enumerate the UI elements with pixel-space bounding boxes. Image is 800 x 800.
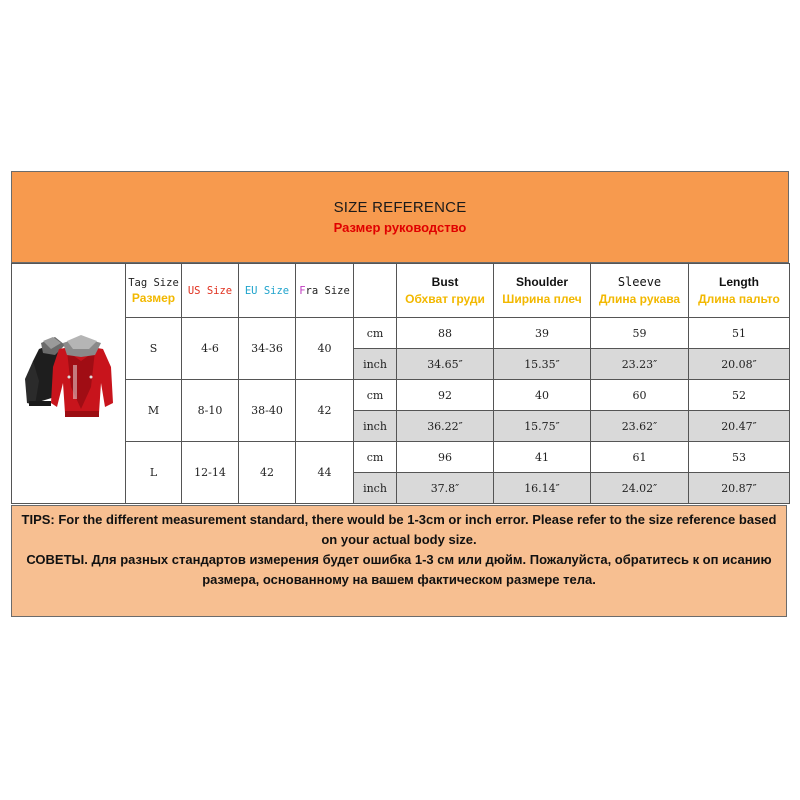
- eu-size-header-text: EU Size: [244, 285, 290, 297]
- fra-size-cell: 44: [296, 442, 354, 504]
- bust-inch: 36.22″: [397, 411, 494, 442]
- fra-size-cell: 42: [296, 380, 354, 442]
- size-reference-header: [11, 171, 789, 263]
- shoulder-inch: 16.14″: [494, 473, 591, 504]
- us-size-cell: 12-14: [182, 442, 239, 504]
- table-row: [12, 380, 790, 411]
- length-header: [689, 264, 790, 318]
- tag-size-cell: M: [126, 380, 182, 442]
- tag-size-cell: S: [126, 318, 182, 380]
- sleeve-header: [591, 264, 689, 318]
- unit-cm: cm: [354, 442, 397, 473]
- length-cm: 52: [689, 380, 790, 411]
- bust-header-ru: Обхват груди: [405, 292, 485, 306]
- us-size-cell: 4-6: [182, 318, 239, 380]
- unit-cm: cm: [354, 318, 397, 349]
- length-inch: 20.08″: [689, 349, 790, 380]
- eu-size-cell: 34-36: [239, 318, 296, 380]
- shoulder-cm: 39: [494, 318, 591, 349]
- length-cm: 51: [689, 318, 790, 349]
- length-header-en: Length: [719, 275, 759, 289]
- us-size-cell: 8-10: [182, 380, 239, 442]
- tips-box: [11, 505, 787, 617]
- tips-text-en: TIPS: For the different measurement standard, there would be 1-3cm or inch error. Please refer to the size reference based on your actual body size.: [21, 512, 777, 547]
- title-ru: Размер руководство: [333, 220, 467, 235]
- sleeve-cm: 59: [591, 318, 689, 349]
- shoulder-inch: 15.35″: [494, 349, 591, 380]
- bust-inch: 37.8″: [397, 473, 494, 504]
- tag-size-cell: L: [126, 442, 182, 504]
- length-inch: 20.47″: [689, 411, 790, 442]
- size-table: [11, 263, 790, 504]
- fra-size-cell: 40: [296, 318, 354, 380]
- length-header-ru: Длина пальто: [698, 292, 780, 306]
- sleeve-header-en: Sleeve: [617, 275, 662, 289]
- shoulder-header-en: Shoulder: [515, 275, 568, 289]
- unit-inch: inch: [354, 411, 397, 442]
- shoulder-header-ru: Ширина плеч: [502, 292, 582, 306]
- tag-size-header-en: Tag Size: [128, 276, 179, 289]
- eu-size-header: [239, 264, 296, 318]
- shoulder-cm: 41: [494, 442, 591, 473]
- fra-size-header-text: [299, 285, 350, 297]
- shoulder-inch: 15.75″: [494, 411, 591, 442]
- product-photo-cell: [12, 264, 126, 504]
- us-size-header: [182, 264, 239, 318]
- header-row: [12, 264, 790, 318]
- bust-inch: 34.65″: [397, 349, 494, 380]
- unit-inch: inch: [354, 349, 397, 380]
- unit-cm: cm: [354, 380, 397, 411]
- jacket-product-photo: [21, 327, 117, 437]
- us-size-header-text: US Size: [187, 285, 233, 297]
- bust-cm: 96: [397, 442, 494, 473]
- unit-header: [354, 264, 397, 318]
- title-en: SIZE REFERENCE: [333, 199, 467, 216]
- bust-cm: 88: [397, 318, 494, 349]
- length-cm: 53: [689, 442, 790, 473]
- shoulder-cm: 40: [494, 380, 591, 411]
- sleeve-header-ru: Длина рукава: [598, 292, 681, 306]
- fra-size-header: [296, 264, 354, 318]
- sleeve-inch: 24.02″: [591, 473, 689, 504]
- tag-size-header: [126, 264, 182, 318]
- tag-size-header-ru: Размер: [131, 290, 176, 305]
- fra-size-header-f: F: [299, 285, 306, 297]
- bust-header: [397, 264, 494, 318]
- eu-size-cell: 42: [239, 442, 296, 504]
- table-row: [12, 318, 790, 349]
- tips-text-ru: СОВЕТЫ. Для разных стандартов измерения будет ошибка 1-3 см или дюйм. Пожалуйста, обратитесь к оп исанию размера, основанному на вашем фактическом размере тела.: [26, 552, 772, 587]
- table-row: [12, 442, 790, 473]
- length-inch: 20.87″: [689, 473, 790, 504]
- unit-inch: inch: [354, 473, 397, 504]
- sleeve-inch: 23.23″: [591, 349, 689, 380]
- shoulder-header: [494, 264, 591, 318]
- bust-cm: 92: [397, 380, 494, 411]
- sleeve-cm: 61: [591, 442, 689, 473]
- fra-size-header-rest: ra Size: [305, 285, 350, 297]
- bust-header-en: Bust: [431, 275, 459, 289]
- size-chart: [11, 171, 789, 639]
- sleeve-cm: 60: [591, 380, 689, 411]
- sleeve-inch: 23.62″: [591, 411, 689, 442]
- eu-size-cell: 38-40: [239, 380, 296, 442]
